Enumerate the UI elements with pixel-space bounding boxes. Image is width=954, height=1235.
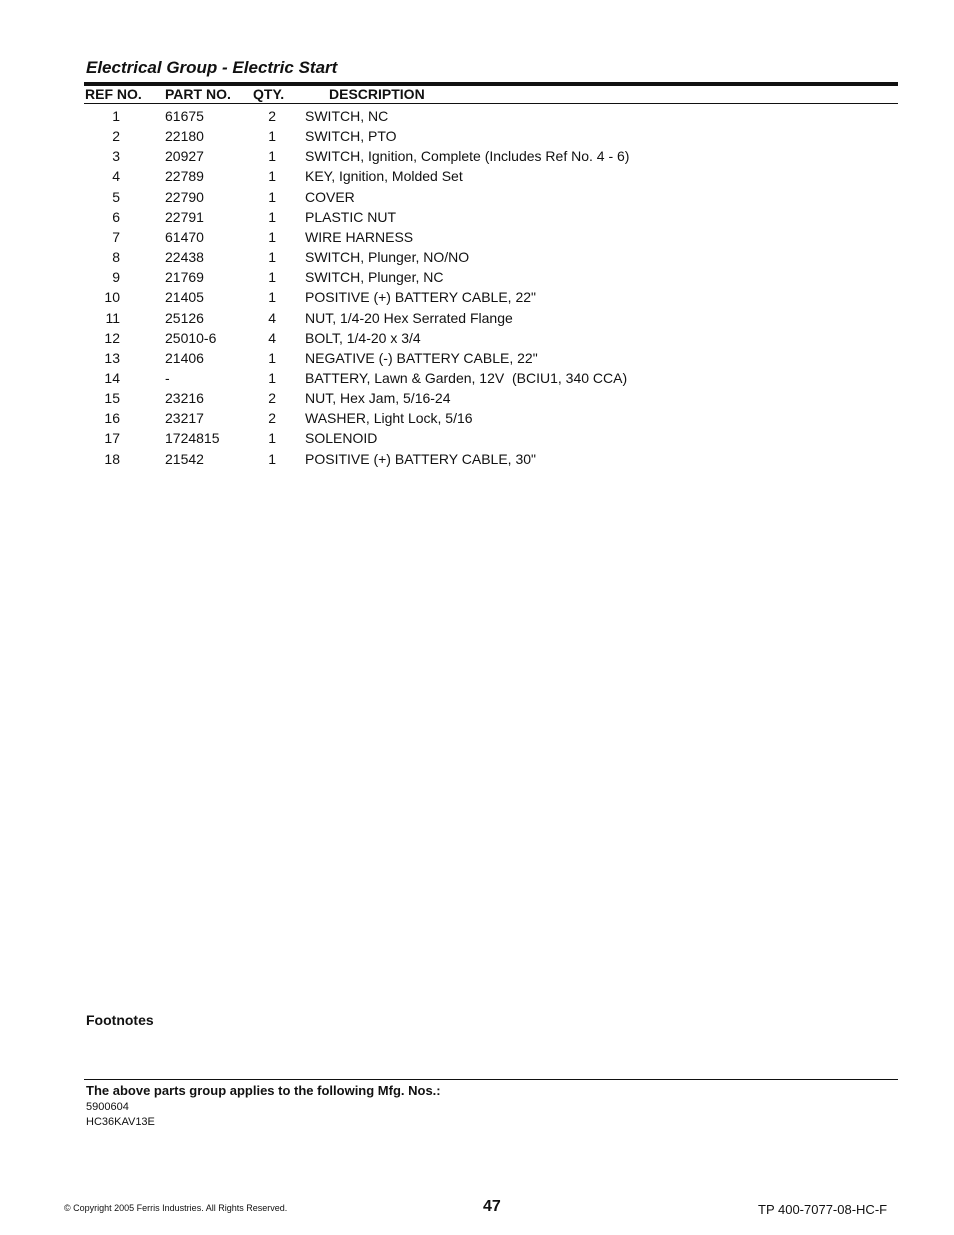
qty-cell: 1: [268, 289, 276, 306]
part-no-cell: 22791: [165, 208, 204, 225]
qty-cell: 4: [268, 309, 276, 326]
ref-no-cell: 18: [104, 450, 120, 467]
ref-no-cell: 15: [104, 390, 120, 407]
table-row: [0, 388, 954, 408]
copyright-notice: © Copyright 2005 Ferris Industries. All Rights Reserved.: [64, 1203, 288, 1213]
ref-no-cell: 6: [112, 208, 120, 225]
table-row: [0, 247, 954, 267]
description-cell: COVER: [305, 188, 355, 205]
qty-cell: 1: [268, 188, 276, 205]
table-row: [0, 227, 954, 247]
table-row: [0, 408, 954, 428]
part-no-cell: 21542: [165, 450, 204, 467]
qty-cell: 2: [268, 410, 276, 427]
table-row: [0, 287, 954, 307]
table-row: [0, 207, 954, 227]
description-cell: SWITCH, Plunger, NC: [305, 269, 444, 286]
table-row: [0, 328, 954, 348]
table-row: [0, 267, 954, 287]
part-no-cell: -: [165, 369, 170, 386]
col-header-description: DESCRIPTION: [329, 86, 425, 102]
col-header-qty: QTY.: [253, 86, 285, 102]
ref-no-cell: 9: [112, 269, 120, 286]
qty-cell: 1: [268, 269, 276, 286]
part-no-cell: 22790: [165, 188, 204, 205]
description-cell: SWITCH, Plunger, NO/NO: [305, 249, 470, 266]
description-cell: NUT, 1/4-20 Hex Serrated Flange: [305, 309, 513, 326]
header-rule: [84, 103, 898, 104]
document-code: TP 400-7077-08-HC-F: [758, 1202, 888, 1217]
qty-cell: 1: [268, 128, 276, 145]
mfg-number: 5900604: [86, 1101, 129, 1113]
part-no-cell: 22438: [165, 249, 204, 266]
part-no-cell: 21769: [165, 269, 204, 286]
table-row: [0, 368, 954, 388]
mfg-heading: The above parts group applies to the following Mfg. Nos.:: [86, 1083, 441, 1098]
description-cell: SWITCH, Ignition, Complete (Includes Ref No. 4 - 6): [305, 148, 630, 165]
description-cell: POSITIVE (+) BATTERY CABLE, 22": [305, 289, 536, 306]
page-title: Electrical Group - Electric Start: [86, 58, 338, 77]
part-no-cell: 25126: [165, 309, 204, 326]
description-cell: WASHER, Light Lock, 5/16: [305, 410, 473, 427]
ref-no-cell: 7: [112, 228, 120, 245]
table-row: [0, 187, 954, 207]
description-cell: BATTERY, Lawn & Garden, 12V (BCIU1, 340 CCA): [305, 369, 628, 386]
description-cell: PLASTIC NUT: [305, 208, 397, 225]
description-cell: NUT, Hex Jam, 5/16-24: [305, 390, 451, 407]
qty-cell: 1: [268, 208, 276, 225]
ref-no-cell: 17: [104, 430, 120, 447]
description-cell: WIRE HARNESS: [305, 228, 414, 245]
col-header-part-no: PART NO.: [165, 86, 231, 102]
part-no-cell: 23217: [165, 410, 204, 427]
description-cell: NEGATIVE (-) BATTERY CABLE, 22": [305, 349, 538, 366]
description-cell: KEY, Ignition, Molded Set: [305, 168, 463, 185]
qty-cell: 2: [268, 390, 276, 407]
footnotes-label: Footnotes: [86, 1012, 154, 1028]
qty-cell: 1: [268, 228, 276, 245]
table-row: [0, 308, 954, 328]
table-row: [0, 106, 954, 126]
table-row: [0, 146, 954, 166]
qty-cell: 1: [268, 369, 276, 386]
qty-cell: 1: [268, 168, 276, 185]
qty-cell: 4: [268, 329, 276, 346]
ref-no-cell: 13: [104, 349, 120, 366]
ref-no-cell: 14: [104, 369, 120, 386]
part-no-cell: 1724815: [165, 430, 220, 447]
ref-no-cell: 5: [112, 188, 120, 205]
ref-no-cell: 4: [112, 168, 120, 185]
table-row: [0, 166, 954, 186]
col-header-ref-no: REF NO.: [85, 86, 142, 102]
description-cell: POSITIVE (+) BATTERY CABLE, 30": [305, 450, 536, 467]
qty-cell: 1: [268, 349, 276, 366]
description-cell: SWITCH, PTO: [305, 128, 397, 145]
table-row: [0, 428, 954, 448]
part-no-cell: 25010-6: [165, 329, 217, 346]
description-cell: SWITCH, NC: [305, 108, 389, 124]
description-cell: SOLENOID: [305, 430, 378, 447]
part-no-cell: 21405: [165, 289, 204, 306]
ref-no-cell: 3: [112, 148, 120, 165]
part-no-cell: 61675: [165, 108, 204, 124]
mfg-rule: [84, 1079, 898, 1080]
part-no-cell: 61470: [165, 228, 204, 245]
mfg-number: HC36KAV13E: [86, 1116, 155, 1128]
table-row: [0, 449, 954, 469]
table-row: [0, 126, 954, 146]
ref-no-cell: 8: [112, 249, 120, 266]
ref-no-cell: 1: [112, 108, 120, 124]
table-row: [0, 348, 954, 368]
ref-no-cell: 2: [112, 128, 120, 145]
qty-cell: 1: [268, 450, 276, 467]
part-no-cell: 23216: [165, 390, 204, 407]
part-no-cell: 20927: [165, 148, 204, 165]
page-number: 47: [483, 1198, 501, 1215]
description-cell: BOLT, 1/4-20 x 3/4: [305, 329, 421, 346]
ref-no-cell: 10: [104, 289, 120, 306]
qty-cell: 2: [268, 108, 276, 124]
part-no-cell: 21406: [165, 349, 204, 366]
qty-cell: 1: [268, 249, 276, 266]
part-no-cell: 22180: [165, 128, 204, 145]
ref-no-cell: 12: [104, 329, 120, 346]
ref-no-cell: 11: [105, 309, 120, 326]
qty-cell: 1: [268, 148, 276, 165]
part-no-cell: 22789: [165, 168, 204, 185]
qty-cell: 1: [268, 430, 276, 447]
ref-no-cell: 16: [104, 410, 120, 427]
